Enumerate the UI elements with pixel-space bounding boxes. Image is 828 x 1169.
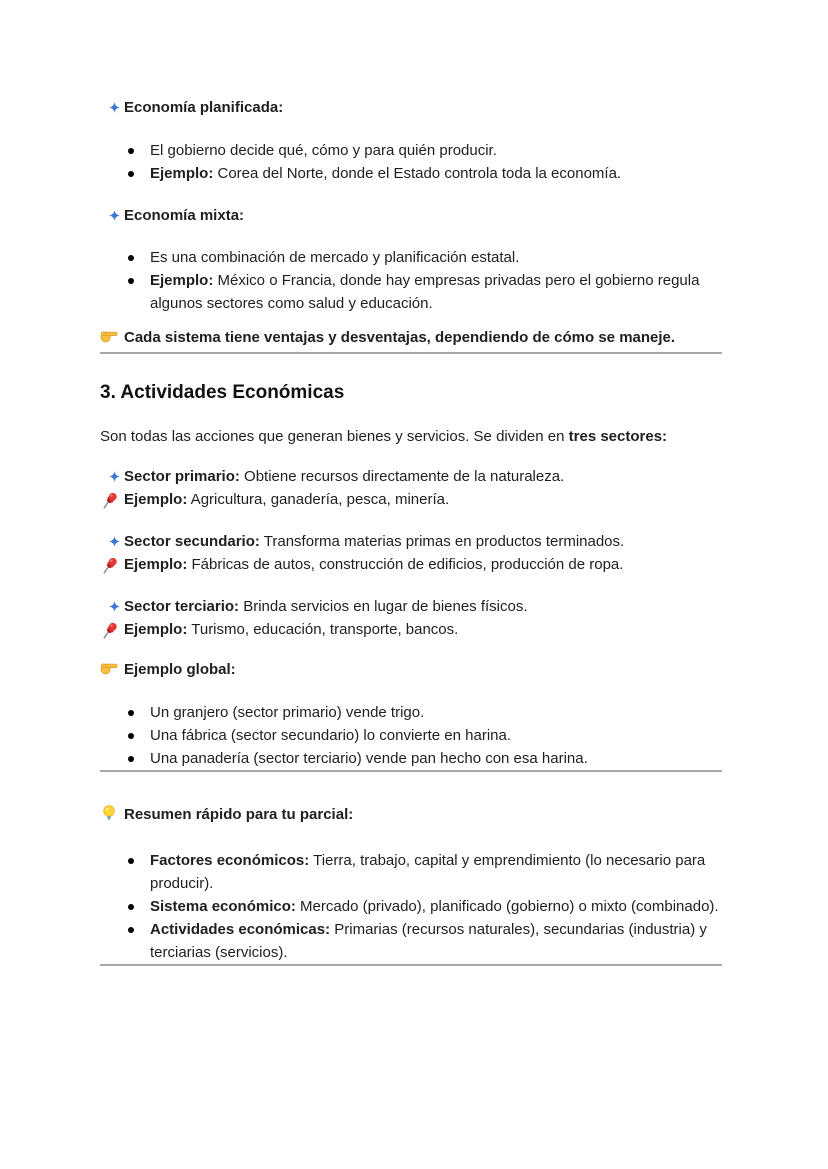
example-label: Ejemplo: <box>124 491 188 508</box>
pushpin-icon <box>100 618 124 639</box>
list-item-text: Una fábrica (sector secundario) lo convierte en harina. <box>150 727 512 744</box>
sector-name: Sector terciario: <box>124 598 240 615</box>
pushpin-icon <box>100 553 124 574</box>
blue-diamond-icon <box>100 96 124 113</box>
summary-item <box>150 918 722 964</box>
pushpin-icon <box>100 488 124 509</box>
global-example-steps <box>100 701 722 770</box>
list-item <box>100 747 722 770</box>
bullet-dot-icon <box>100 139 150 154</box>
activities-intro <box>100 425 722 448</box>
sector-desc: Obtiene recursos directamente de la naturaleza. <box>239 468 565 485</box>
bullet-dot-icon <box>100 269 150 284</box>
example-line <box>124 488 722 511</box>
bullet-dot-icon <box>100 918 150 933</box>
example-label: Ejemplo: <box>150 272 214 289</box>
list-item-mixed-economy <box>100 204 722 227</box>
example-text: Agricultura, ganadería, pesca, minería. <box>187 491 450 508</box>
example-label: Ejemplo: <box>124 556 188 573</box>
sector-line <box>124 530 722 553</box>
sector-name: Sector secundario: <box>124 533 260 550</box>
mixed-economy-title: Economía mixta: <box>124 207 245 224</box>
blue-diamond-icon <box>100 465 124 482</box>
example-text: Turismo, educación, transporte, bancos. <box>187 621 459 638</box>
summary-item <box>150 849 722 895</box>
bullet-dot-icon <box>100 246 150 261</box>
example-line <box>124 553 722 576</box>
section-divider <box>100 352 722 354</box>
list-item-example <box>100 553 722 576</box>
example-line <box>124 618 722 641</box>
list-item <box>100 724 722 747</box>
example-label: Ejemplo: <box>150 165 214 182</box>
blue-diamond-icon <box>100 530 124 547</box>
summary-item-lead: Sistema económico: <box>150 898 296 915</box>
global-example-title-text: Ejemplo global: <box>124 661 236 678</box>
list-item <box>100 918 722 964</box>
list-item-text <box>150 162 722 185</box>
systems-note <box>100 326 722 352</box>
document-content <box>100 0 722 966</box>
mixed-economy-sublist <box>100 246 722 315</box>
sector-group-tertiary <box>100 595 722 641</box>
list-item-example <box>100 488 722 511</box>
list-item-text: Una panadería (sector terciario) vende pan hecho con esa harina. <box>150 750 588 767</box>
bullet-dot-icon <box>100 162 150 177</box>
list-item-text: Es una combinación de mercado y planificación estatal. <box>150 249 520 266</box>
pointing-finger-icon <box>100 327 118 352</box>
global-example-title <box>100 658 722 684</box>
section-divider <box>100 964 722 966</box>
bullet-dot-icon <box>100 849 150 864</box>
section-divider <box>100 770 722 772</box>
list-item <box>100 895 722 918</box>
blue-diamond-icon <box>100 204 124 221</box>
summary-item-lead: Actividades económicas: <box>150 921 331 938</box>
list-item-example <box>100 618 722 641</box>
summary-item-text: Mercado (privado), planificado (gobierno) o mixto (combinado). <box>295 898 719 915</box>
list-item <box>100 849 722 895</box>
list-item-text <box>150 269 722 315</box>
list-item-planned-economy <box>100 96 722 119</box>
summary-title <box>100 803 722 829</box>
planned-economy-title: Economía planificada: <box>124 99 284 116</box>
bullet-dot-icon <box>100 701 150 716</box>
example-text: Fábricas de autos, construcción de edificios, producción de ropa. <box>187 556 624 573</box>
blue-diamond-icon <box>100 595 124 612</box>
summary-item-text: Primarias (recursos naturales), secundarias (industria) y terciarias (servicios). <box>150 921 707 961</box>
list-item <box>100 269 722 315</box>
summary-item-text: Tierra, trabajo, capital y emprendimiento (lo necesario para producir). <box>150 852 706 892</box>
sector-desc: Brinda servicios en lugar de bienes físicos. <box>239 598 528 615</box>
list-item <box>100 701 722 724</box>
sector-name: Sector primario: <box>124 468 240 485</box>
sector-group-primary <box>100 465 722 511</box>
section-heading: 3. Actividades Económicas <box>100 382 345 403</box>
systems-note-text: Cada sistema tiene ventajas y desventajas, dependiendo de cómo se maneje. <box>124 329 676 346</box>
list-item-sector <box>100 465 722 488</box>
list-item <box>100 139 722 162</box>
bullet-dot-icon <box>100 747 150 762</box>
planned-economy-sublist <box>100 139 722 185</box>
list-item-sector <box>100 595 722 618</box>
bullet-dot-icon <box>100 895 150 910</box>
summary-item-lead: Factores económicos: <box>150 852 310 869</box>
example-text: México o Francia, donde hay empresas privadas pero el gobierno regula algunos sectores como salud y educación. <box>150 272 700 312</box>
sector-line <box>124 595 722 618</box>
intro-bold-text: tres sectores <box>568 428 663 445</box>
example-text: Corea del Norte, donde el Estado controla toda la economía. <box>213 165 622 182</box>
list-item <box>100 162 722 185</box>
summary-item <box>150 895 722 918</box>
list-item-sector <box>100 530 722 553</box>
list-item-text: Un granjero (sector primario) vende trigo. <box>150 704 425 721</box>
example-label: Ejemplo: <box>124 621 188 638</box>
pointing-finger-icon <box>100 659 118 684</box>
summary-list <box>100 849 722 964</box>
intro-text: Son todas las acciones que generan bienes y servicios. Se dividen en <box>100 428 569 445</box>
summary-title-text: Resumen rápido para tu parcial: <box>124 806 354 823</box>
sector-desc: Transforma materias primas en productos terminados. <box>259 533 625 550</box>
bullet-dot-icon <box>100 724 150 739</box>
lightbulb-icon <box>100 804 118 829</box>
sector-line <box>124 465 722 488</box>
list-item-text: El gobierno decide qué, cómo y para quién producir. <box>150 142 497 159</box>
intro-colon: : <box>662 428 668 445</box>
sector-group-secondary <box>100 530 722 576</box>
list-item <box>100 246 722 269</box>
